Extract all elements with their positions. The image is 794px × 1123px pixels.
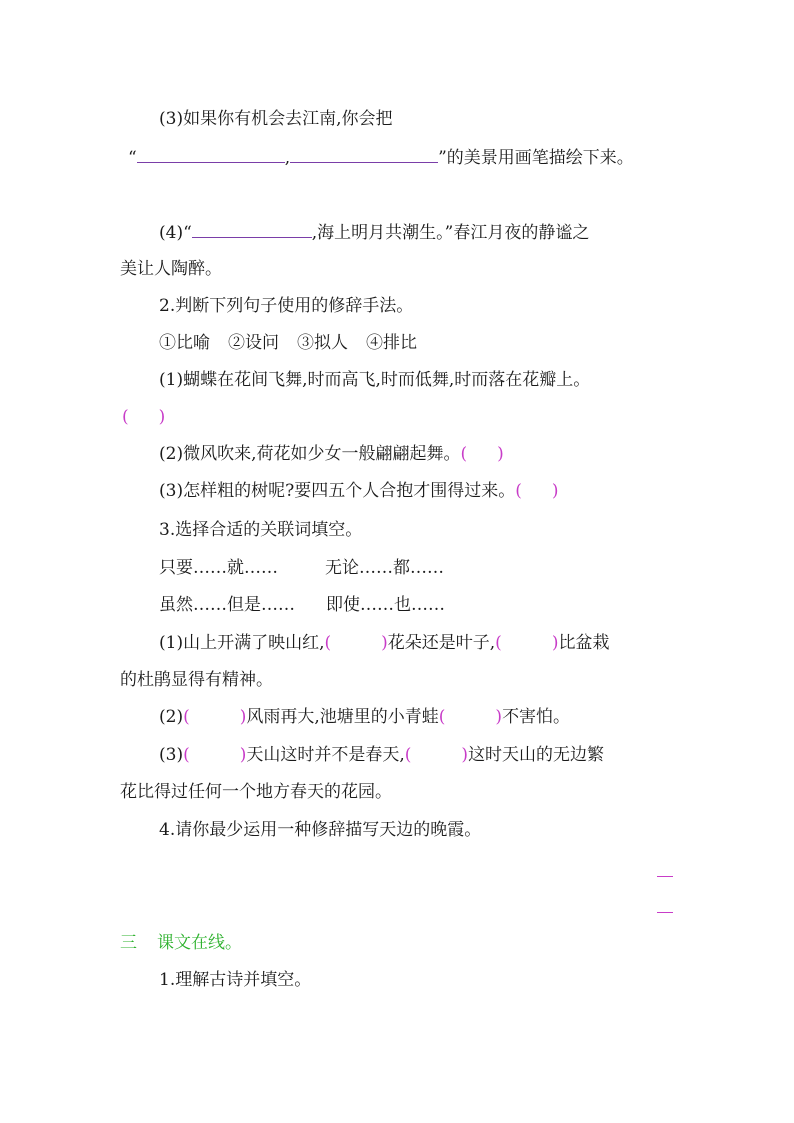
s3-pair-2: 无论……都…… <box>325 558 444 578</box>
s3-q1: (1)山上开满了映山红,( )花朵还是叶子,( )比盆栽 <box>159 633 610 653</box>
q4-tail: ,海上明月共潮生。”春江月夜的静谧之 <box>311 223 590 243</box>
s4-title: 4.请你最少运用一种修辞描写天边的晚霞。 <box>159 820 482 840</box>
s3-q2-blank-1[interactable]: ( ) <box>183 707 247 727</box>
s3-q1-blank-1[interactable]: ( ) <box>324 633 388 653</box>
s2-item-2: (2)微风吹来,荷花如少女一般翩翩起舞。( ) <box>159 444 504 464</box>
blank-1[interactable] <box>137 145 285 163</box>
s2-item-3-answer[interactable]: ( ) <box>515 481 559 501</box>
s3-q1-line-2: 的杜鹃显得有精神。 <box>120 670 273 690</box>
s2-item-3: (3)怎样粗的树呢?要四五个人合抱才围得过来。( ) <box>159 481 559 501</box>
s2-item-1: (1)蝴蝶在花间飞舞,时而高飞,时而低舞,时而落在花瓣上。 <box>159 370 591 390</box>
s3-q3-line-2: 花比得过任何一个地方春天的花园。 <box>120 782 392 802</box>
option-1: ①比喻 <box>159 333 210 353</box>
answer-line-mark-1[interactable] <box>657 876 673 877</box>
s2-item-2-answer[interactable]: ( ) <box>460 444 504 464</box>
q4-line-2: 美让人陶醉。 <box>120 259 222 279</box>
s2-item-1-answer[interactable]: ( ) <box>122 407 166 427</box>
comma: , <box>284 148 291 168</box>
q3-fill-line <box>128 145 634 170</box>
s3-q3: (3)( )天山这时并不是春天,( )这时天山的无边繁 <box>159 745 605 765</box>
q3-tail: ”的美景用画笔描绘下来。 <box>438 148 634 168</box>
blank-2[interactable] <box>290 145 438 163</box>
s3-pair-4: 即使……也…… <box>326 595 445 615</box>
s3-pair-1: 只要……就…… <box>159 558 278 578</box>
s3-title: 3.选择合适的关联词填空。 <box>159 520 363 540</box>
s3-q3-blank-1[interactable]: ( ) <box>183 745 247 765</box>
s3-q2-blank-2[interactable]: ( ) <box>438 707 503 727</box>
blank-3[interactable] <box>192 220 312 238</box>
s3-q2: (2)( )风雨再大,池塘里的小青蛙( )不害怕。 <box>159 707 571 727</box>
s2-title: 2.判断下列句子使用的修辞手法。 <box>159 296 414 316</box>
option-2: ②设问 <box>228 333 279 353</box>
q3-label: (3)如果你有机会去江南,你会把 <box>159 109 393 129</box>
section-3-heading <box>120 931 242 955</box>
option-4: ④排比 <box>366 333 417 353</box>
q4-line <box>159 220 589 245</box>
option-3: ③拟人 <box>297 333 348 353</box>
s5-title: 1.理解古诗并填空。 <box>159 970 312 990</box>
open-quote: “ <box>128 148 137 168</box>
answer-line-mark-2[interactable] <box>657 912 673 913</box>
s3-q3-blank-2[interactable]: ( ) <box>404 745 469 765</box>
s2-options <box>159 331 417 355</box>
s3-q1-blank-2[interactable]: ( ) <box>495 633 559 653</box>
section-3-title: 课文在线。 <box>157 933 242 953</box>
s3-pair-3: 虽然……但是…… <box>159 595 295 615</box>
section-3-number: 三 <box>120 933 137 953</box>
q4-label: (4)“ <box>159 223 192 243</box>
